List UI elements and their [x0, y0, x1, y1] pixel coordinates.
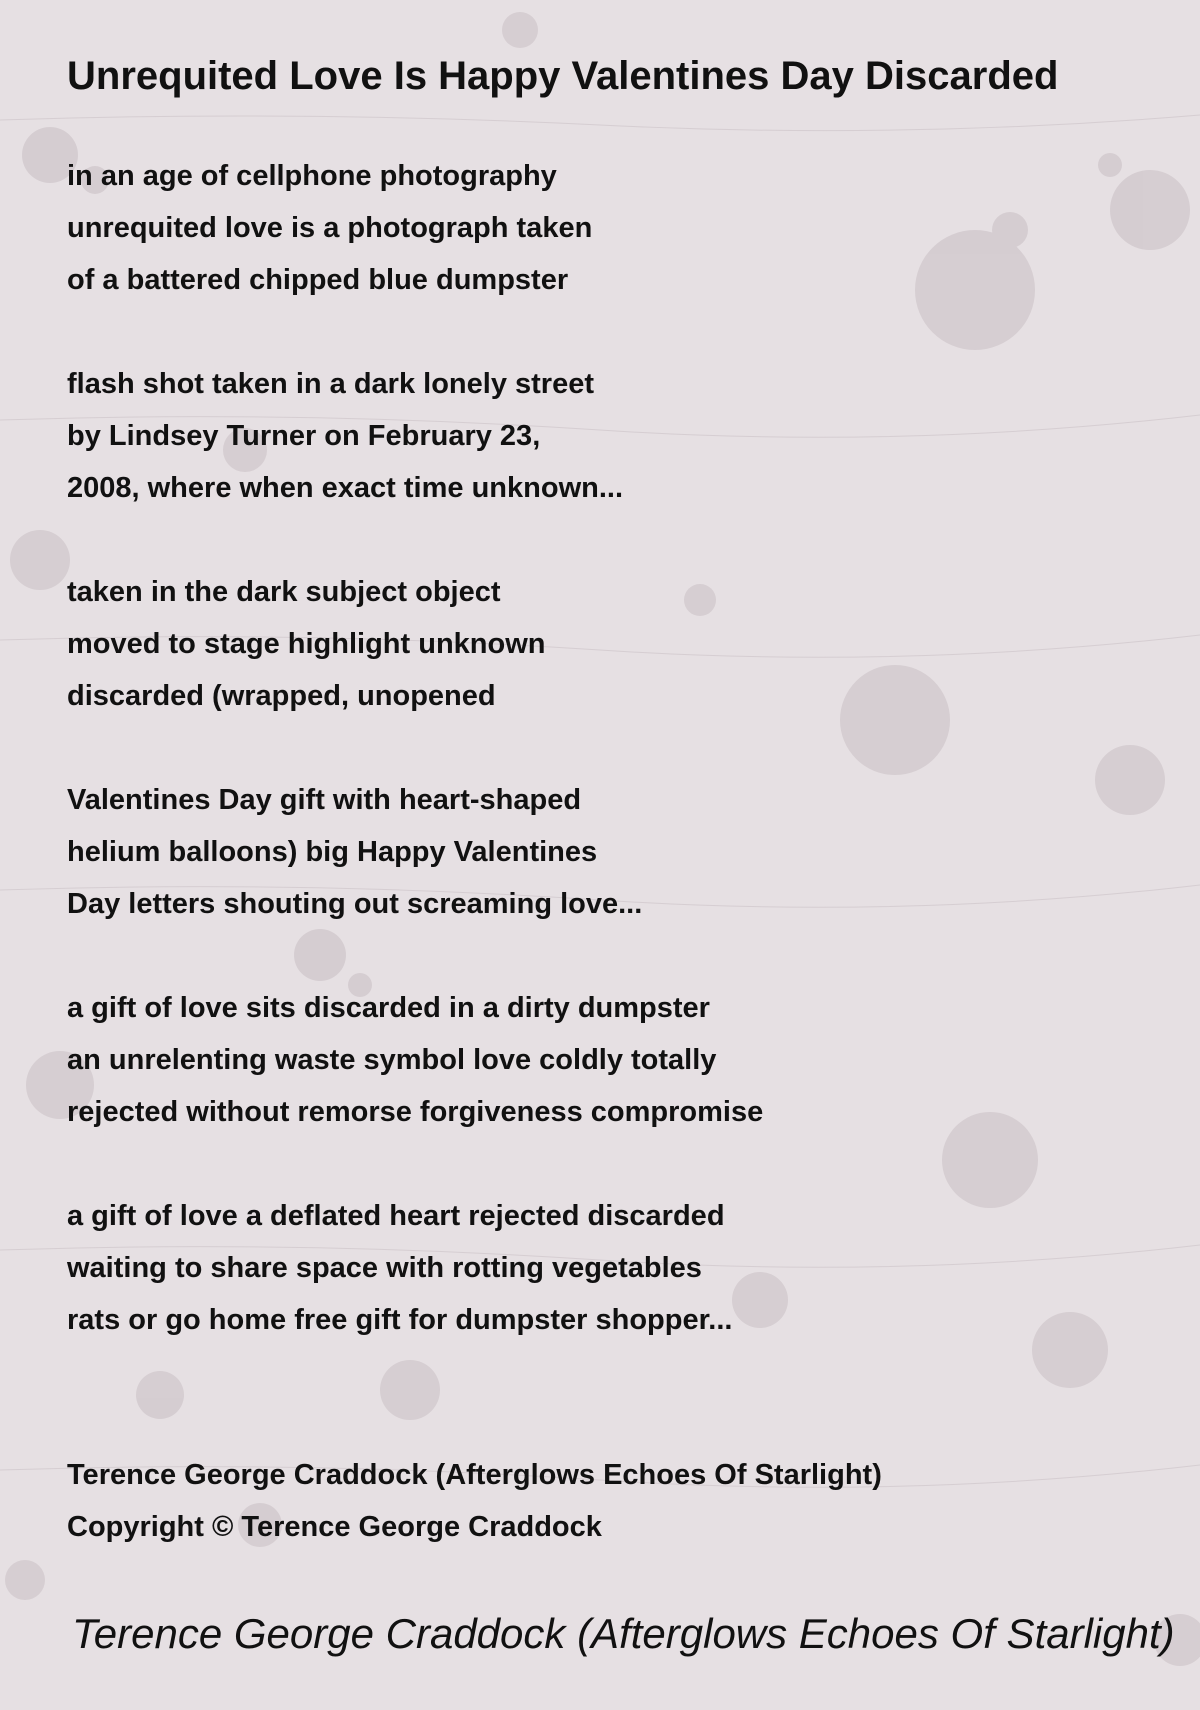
verse-line: Day letters shouting out screaming love... — [67, 888, 643, 920]
verse-line: discarded (wrapped, unopened — [67, 680, 496, 712]
stanza — [67, 150, 1167, 306]
verse-line: of a battered chipped blue dumpster — [67, 264, 569, 296]
verse-line: rejected without remorse forgiveness compromise — [67, 1096, 764, 1128]
verse-line: waiting to share space with rotting vegetables — [67, 1252, 702, 1284]
verse-line: unrequited love is a photograph taken — [67, 212, 593, 244]
stanza — [67, 566, 1167, 722]
poem-body — [67, 150, 1167, 1398]
verse-line: 2008, where when exact time unknown... — [67, 472, 624, 504]
verse-line: helium balloons) big Happy Valentines — [67, 836, 598, 868]
copyright-notice: Copyright © Terence George Craddock — [67, 1511, 602, 1543]
stanza — [67, 1190, 1167, 1346]
stanza — [67, 774, 1167, 930]
author-signature: Terence George Craddock (Afterglows Echoes Of Starlight) — [72, 1610, 1175, 1657]
verse-line: flash shot taken in a dark lonely street — [67, 368, 594, 400]
verse-line: moved to stage highlight unknown — [67, 628, 546, 660]
stanza — [67, 982, 1167, 1138]
poem-title: Unrequited Love Is Happy Valentines Day Discarded — [67, 54, 1059, 98]
verse-line: by Lindsey Turner on February 23, — [67, 420, 541, 452]
verse-line: taken in the dark subject object — [67, 576, 501, 608]
verse-line: a gift of love sits discarded in a dirty dumpster — [67, 992, 710, 1024]
verse-line: a gift of love a deflated heart rejected discarded — [67, 1200, 725, 1232]
verse-line: an unrelenting waste symbol love coldly totally — [67, 1044, 717, 1076]
author-block — [67, 1449, 882, 1553]
stanza — [67, 358, 1167, 514]
verse-line: rats or go home free gift for dumpster shopper... — [67, 1304, 733, 1336]
verse-line: in an age of cellphone photography — [67, 160, 557, 192]
verse-line: Valentines Day gift with heart-shaped — [67, 784, 582, 816]
author-credit: Terence George Craddock (Afterglows Echoes Of Starlight) — [67, 1459, 882, 1491]
